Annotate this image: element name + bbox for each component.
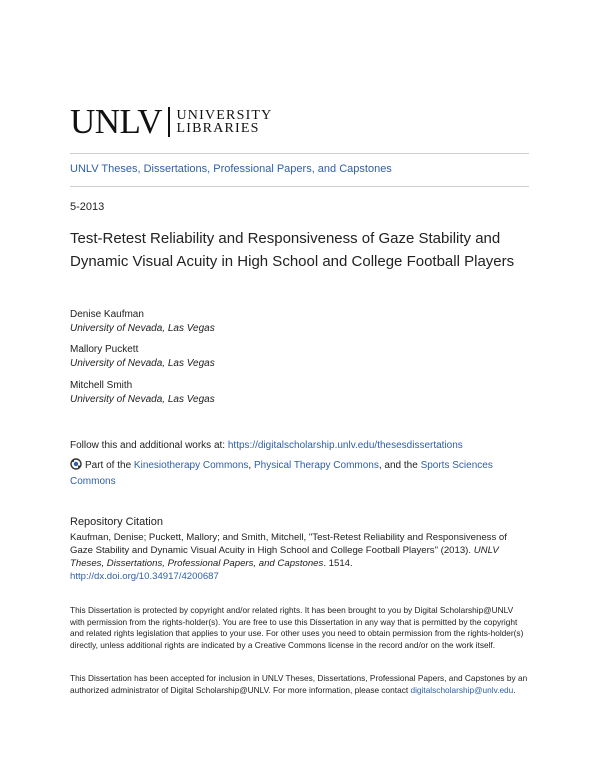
part-of-sep: , [248,460,254,471]
inclusion-notice [70,673,530,696]
follow-url-link[interactable]: https://digitalscholarship.unlv.edu/thesesdissertations [227,440,463,451]
author-name: Mitchell Smith [70,380,133,391]
series-link[interactable]: UNLV Theses, Dissertations, Professional Papers, and Capstones [70,163,392,175]
doi-link[interactable]: http://dx.doi.org/10.34917/4200687 [70,571,219,582]
citation-number: . 1514. [323,558,353,569]
part-of-sep: , and the [378,460,421,471]
follow-prefix: Follow this and additional works at: [70,440,228,451]
series-divider [70,186,529,187]
citation-series: UNLV Theses, Dissertations, Professional Papers, and Capstones [70,545,499,569]
part-of-line [70,458,530,490]
physical-therapy-commons-link[interactable]: Physical Therapy Commons [253,460,379,471]
author-affiliation: University of Nevada, Las Vegas [70,323,215,334]
part-of-prefix: Part of the [85,460,134,471]
author-name: Denise Kaufman [70,309,144,320]
logo-divider [168,107,170,137]
inclusion-end: . [513,684,516,695]
publication-date: 5-2013 [70,201,105,213]
logo-libraries-text [177,109,273,135]
citation-main: Kaufman, Denise; Puckett, Mallory; and Smith, Mitchell, "Test-Retest Reliability and Responsiveness of Gaze Stability and Dynamic Visual Acuity in High School and College Football Players" (2013). [70,532,507,556]
logo-line-libraries: LIBRARIES [176,120,260,136]
network-commons-icon [70,458,82,470]
citation-heading: Repository Citation [70,516,163,528]
follow-line [70,440,463,451]
sports-sciences-commons-link[interactable]: Sports Sciences Commons [70,460,493,487]
author-block [70,308,215,336]
copyright-notice: This Dissertation is protected by copyright and/or related rights. It has been brought to you by Digital Scholarship@UNLV with permission from the rights-holder(s). You are free to use this Dissertation in any way that is permitted by the copyright and related rights legislation that applies to your use. For other uses you need to obtain permission from the rights-holder(s) directly, unless additional rights are indicated by a Creative Commons license in the record and/or on the work itself. [70,605,524,650]
citation-text [70,531,530,583]
document-title: Test-Retest Reliability and Responsiveness of Gaze Stability and Dynamic Visual Acuity in High School and College Football Players [70,230,515,270]
contact-email-link[interactable]: digitalscholarship@unlv.edu [410,684,514,695]
unlv-libraries-logo[interactable] [70,104,273,139]
author-affiliation: University of Nevada, Las Vegas [70,394,215,405]
kinesiotherapy-commons-link[interactable]: Kinesiotherapy Commons [133,460,249,471]
logo-line-university: UNIVERSITY [176,107,273,123]
author-block [70,343,215,371]
logo-unlv-text: UNLV [70,102,162,141]
author-name: Mallory Puckett [70,344,139,355]
author-block [70,379,215,407]
inclusion-text: This Dissertation has been accepted for inclusion in UNLV Theses, Dissertations, Professional Papers, and Capstones by an authorized administrator of Digital Scholarship@UNLV. For more information, please contact [70,673,528,695]
top-divider [70,153,529,154]
author-affiliation: University of Nevada, Las Vegas [70,358,215,369]
